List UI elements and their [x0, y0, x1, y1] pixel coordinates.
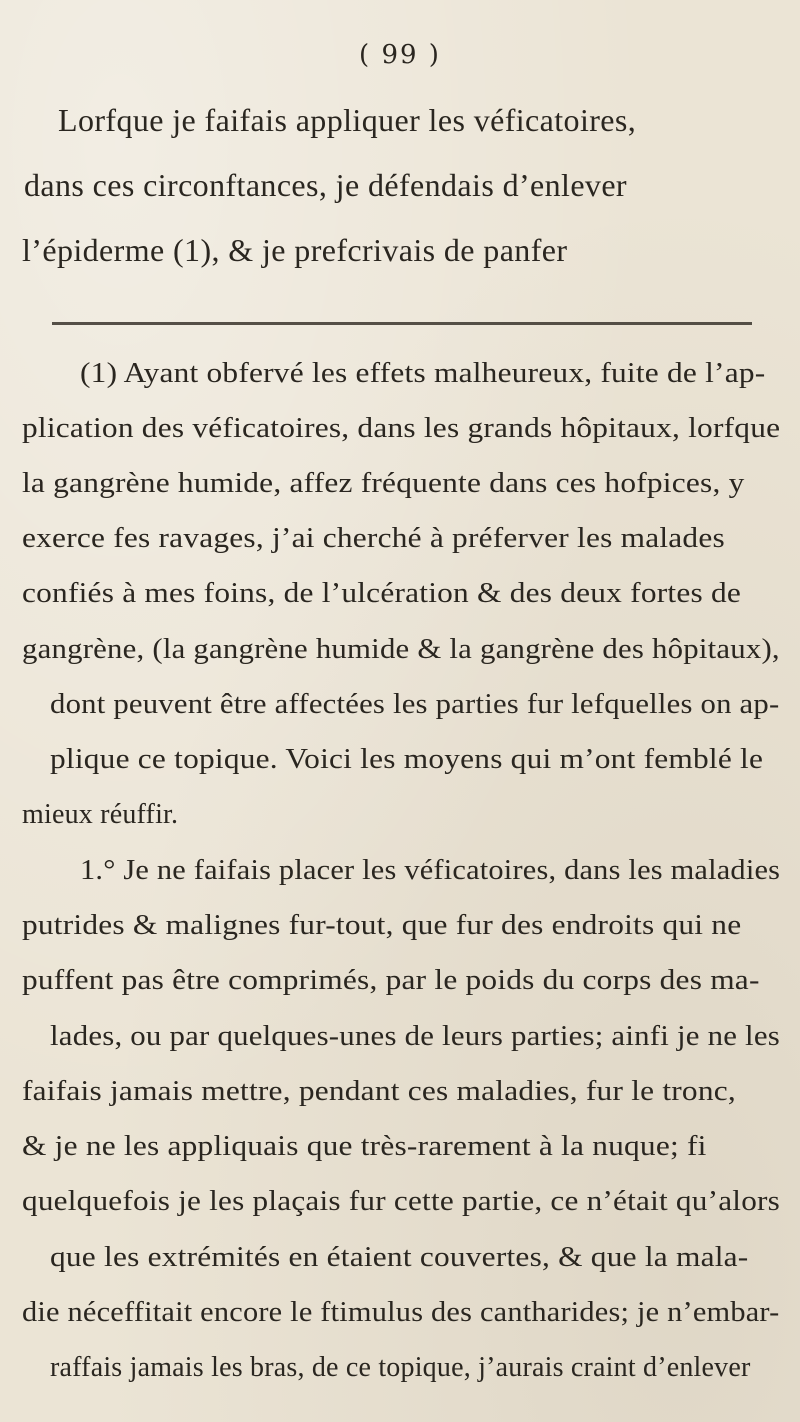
footnote-line: la gangrène humide, affez fréquente dans ces hofpices, y — [22, 468, 745, 499]
footnote-line: 1.° Je ne faifais placer les véficatoires, dans les maladies — [80, 855, 781, 886]
footnote-line: exerce fes ravages, j’ai cherché à préferver les malades — [22, 523, 725, 554]
footnote-line: & je ne les appliquais que très-rarement à la nuque; fi — [22, 1131, 707, 1162]
main-text-line: dans ces circonftances, je défendais d’enlever — [24, 167, 627, 203]
page-number: ( 99 ) — [359, 40, 441, 70]
footnote-line: quelquefois je les plaçais fur cette partie, ce n’était qu’alors — [22, 1186, 781, 1217]
main-text-line: Lorfque je faifais appliquer les véficatoires, — [58, 102, 637, 138]
footnote-line: puffent pas être comprimés, par le poids du corps des ma- — [22, 965, 760, 996]
footnote-line: dont peuvent être affectées les parties fur lefquelles on ap- — [50, 689, 780, 720]
footnote-line: raffais jamais les bras, de ce topique, j’aurais craint d’enlever — [50, 1352, 751, 1383]
footnote-line: gangrène, (la gangrène humide & la gangrène des hôpitaux), — [22, 634, 780, 665]
footnote-line: (1) Ayant obfervé les effets malheureux, fuite de l’ap- — [80, 358, 766, 389]
footnote-line: faifais jamais mettre, pendant ces maladies, fur le tronc, — [22, 1076, 736, 1107]
main-text-line: l’épiderme (1), & je prefcrivais de panfer — [22, 232, 568, 268]
footnote-separator — [52, 322, 752, 325]
footnote-line: mieux réuffir. — [22, 799, 179, 830]
footnote-line: plique ce topique. Voici les moyens qui m’ont femblé le — [50, 744, 764, 775]
footnote-line: plication des véficatoires, dans les grands hôpitaux, lorfque — [22, 413, 781, 444]
footnote-line: confiés à mes foins, de l’ulcération & des deux fortes de — [22, 578, 742, 609]
footnote-line: lades, ou par quelques-unes de leurs parties; ainfi je ne les — [50, 1021, 780, 1052]
footnote-line: que les extrémités en étaient couvertes, & que la mala- — [50, 1242, 749, 1273]
footnote-line: putrides & malignes fur-tout, que fur des endroits qui ne — [22, 910, 742, 941]
footnote-line: die néceffitait encore le ftimulus des cantharides; je n’embar- — [22, 1297, 780, 1328]
